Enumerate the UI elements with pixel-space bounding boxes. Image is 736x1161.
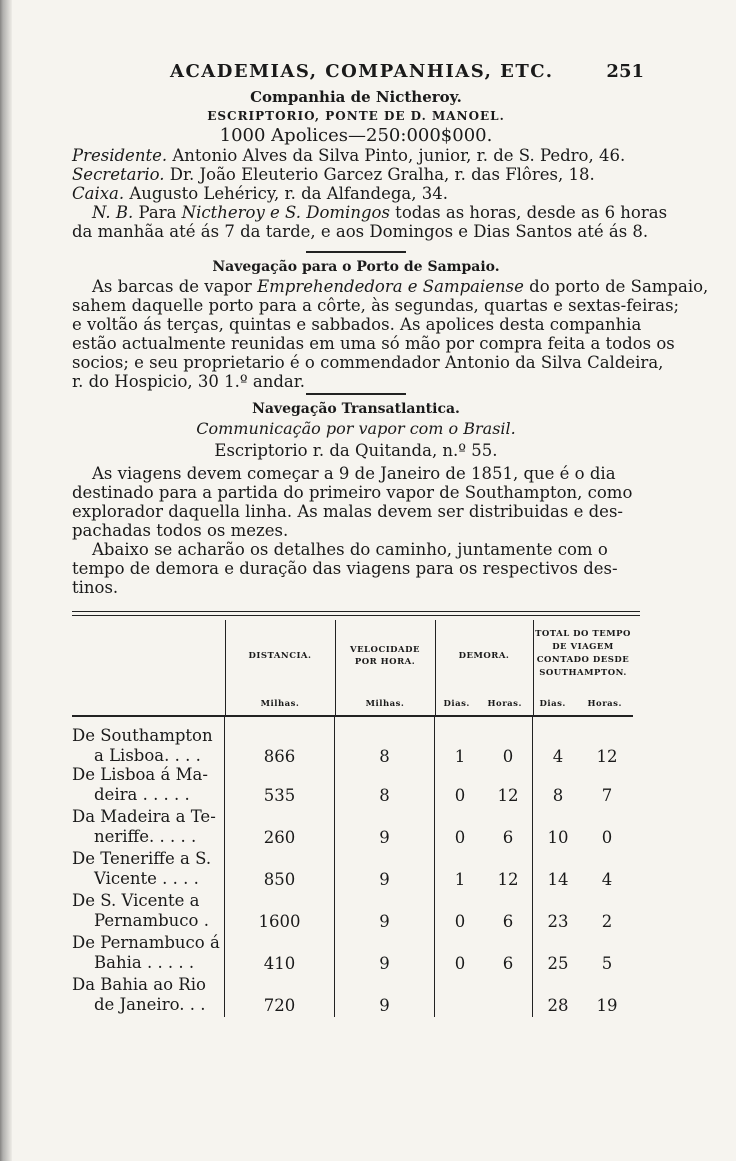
distance-value: 535 (263, 786, 296, 805)
table-row (72, 933, 633, 975)
route-cell (72, 716, 225, 765)
route-line-2: Bahia . . . . . (94, 952, 195, 972)
delay-cell (435, 807, 533, 849)
route-line-1: De Pernambuco á (72, 933, 220, 952)
total-cell (533, 933, 633, 975)
total-days: 4 (552, 747, 564, 766)
speed-value: 8 (379, 747, 390, 766)
route-cell (72, 975, 225, 1017)
route-cell (72, 765, 225, 807)
route-header (72, 620, 225, 716)
delay-cell (435, 975, 533, 1017)
route-line-2: Vicente . . . . (94, 868, 199, 888)
section-divider (306, 251, 406, 253)
sampaio-line: estão actualmente reunidas em uma só mão por compra feita a todos os (72, 334, 675, 353)
transatlantic-paragraph-2 (72, 540, 640, 597)
paragraph-line: explorador daquella linha. As malas devem ser distribuidas e des- (72, 502, 623, 521)
total-days: 10 (547, 828, 569, 847)
table-body (72, 716, 633, 1017)
total-header (533, 620, 633, 716)
paragraph-line: pachadas todos os mezes. (72, 521, 289, 540)
speed-value: 9 (379, 870, 390, 889)
book-gutter-edge (0, 0, 12, 1161)
delay-hours: 6 (502, 954, 514, 973)
delay-cell (435, 849, 533, 891)
paragraph-line: As viagens devem começar a 9 de Janeiro de 1851, que é o dia (92, 464, 616, 483)
sampaio-title: Navegação para o Porto de Sampaio. (212, 259, 500, 275)
route-line-1: De Teneriffe a S. (72, 849, 212, 868)
delay-hours: 6 (502, 912, 514, 931)
transatlantic-subtitle: Communicação por vapor com o Brasil. (196, 419, 516, 438)
total-days: 14 (547, 870, 569, 889)
route-line-1: De Lisboa á Ma- (72, 765, 208, 784)
route-line-2: Pernambuco . (94, 910, 209, 930)
speed-label (336, 644, 435, 668)
delay-hours: 12 (497, 786, 519, 805)
route-line-1: De Southampton (72, 726, 213, 745)
total-cell (533, 716, 633, 765)
distance-label: DISTANCIA. (248, 651, 312, 661)
transatlantic-paragraph-1 (72, 464, 640, 540)
speed-cell (335, 891, 435, 933)
page-number: 251 (606, 61, 644, 82)
distance-cell (225, 765, 335, 807)
role-label: Presidente. (72, 146, 168, 165)
niteroi-company-name: Companhia de Nictheroy. (250, 88, 462, 106)
role-label: Secretario. (72, 165, 165, 184)
transatlantic-office: Escriptorio r. da Quitanda, n.º 55. (214, 441, 498, 460)
role-label: Caixa. (72, 184, 125, 203)
paragraph-line: tempo de demora e duração das viagens para os respectivos des- (72, 559, 618, 578)
distance-value: 260 (263, 828, 296, 847)
total-cell (533, 975, 633, 1017)
speed-label-2: POR HORA. (354, 657, 416, 667)
total-hours: 19 (596, 996, 618, 1015)
total-cell (533, 807, 633, 849)
delay-days: 1 (454, 747, 466, 766)
distance-cell (225, 807, 335, 849)
distance-value: 410 (263, 954, 296, 973)
delay-hours: 0 (502, 747, 514, 766)
total-cell (533, 765, 633, 807)
distance-cell (225, 891, 335, 933)
transatlantic-title: Navegação Transatlantica. (252, 401, 460, 417)
role-text: Dr. João Eleuterio Garcez Gralha, r. das Flôres, 18. (164, 165, 595, 184)
total-label-2: DE VIAGEM (552, 642, 614, 652)
sampaio-line: r. do Hospicio, 30 1.º andar. (72, 372, 306, 391)
niteroi-capital: 1000 Apolices—250:000$000. (219, 125, 493, 146)
distance-value: 1600 (258, 912, 301, 931)
route-line-2: a Lisboa. . . . (94, 745, 201, 765)
miles-unit: Milhas. (365, 699, 405, 709)
note-text: Para (133, 203, 182, 222)
note-italic: Nictheroy e S. Domingos (181, 203, 390, 222)
total-days: 25 (547, 954, 569, 973)
niteroi-note (72, 203, 668, 222)
delay-header (435, 620, 533, 716)
total-cell (533, 891, 633, 933)
speed-cell (335, 807, 435, 849)
table-top-rule (72, 611, 640, 616)
delay-days: 1 (454, 870, 466, 889)
paragraph-line: destinado para a partida do primeiro vapor de Southampton, como (72, 483, 633, 502)
delay-days: 0 (454, 828, 466, 847)
total-label-4: SOUTHAMPTON. (539, 668, 627, 678)
route-line-2: deira . . . . . (94, 784, 190, 804)
total-label-3: CONTADO DESDE (536, 655, 630, 665)
running-title: ACADEMIAS, COMPANHIAS, ETC. (170, 61, 554, 82)
table-row (72, 765, 633, 807)
route-line-2: de Janeiro. . . (94, 994, 206, 1014)
sampaio-line (72, 277, 709, 296)
total-hours: 0 (601, 828, 613, 847)
speed-value: 9 (379, 996, 390, 1015)
delay-cell (435, 765, 533, 807)
distance-cell (225, 975, 335, 1017)
delay-days: 0 (454, 912, 466, 931)
distance-value: 720 (263, 996, 296, 1015)
total-cell (533, 849, 633, 891)
distance-cell (225, 933, 335, 975)
route-cell (72, 849, 225, 891)
text: As barcas de vapor (92, 277, 258, 296)
speed-value: 9 (379, 828, 390, 847)
page-header (72, 55, 644, 85)
total-days: 28 (547, 996, 569, 1015)
speed-cell (335, 849, 435, 891)
total-days: 23 (547, 912, 569, 931)
table-row (72, 975, 633, 1017)
paragraph-line: Abaixo se acharão os detalhes do caminho, juntamente com o (92, 540, 608, 559)
table-row (72, 716, 633, 765)
page-content (72, 55, 709, 1017)
speed-cell (335, 933, 435, 975)
voyage-table (72, 620, 633, 1017)
table-row (72, 891, 633, 933)
route-line-2: neriffe. . . . . (94, 826, 197, 846)
distance-value: 866 (263, 747, 296, 766)
vessel-names: Emprehendedora e Sampaiense (257, 277, 524, 296)
distance-cell (225, 849, 335, 891)
niteroi-president (72, 146, 640, 165)
total-hours: 12 (596, 747, 618, 766)
speed-cell (335, 716, 435, 765)
route-line-1: Da Bahia ao Rio (72, 975, 206, 994)
speed-label-1: VELOCIDADE (349, 645, 420, 655)
table-row (72, 807, 633, 849)
distance-header (225, 620, 335, 716)
role-text: Antonio Alves da Silva Pinto, junior, r. de S. Pedro, 46. (167, 146, 626, 165)
delay-cell (435, 933, 533, 975)
delay-cell (435, 716, 533, 765)
hours-unit: Horas. (587, 699, 622, 709)
speed-value: 8 (379, 786, 390, 805)
total-hours: 2 (601, 912, 613, 931)
niteroi-cashier (72, 184, 640, 203)
speed-cell (335, 975, 435, 1017)
distance-value: 850 (263, 870, 296, 889)
days-unit: Dias. (443, 699, 470, 709)
speed-value: 9 (379, 912, 390, 931)
note-text: todas as horas, desde as 6 horas (389, 203, 668, 222)
miles-unit: Milhas. (260, 699, 300, 709)
delay-label: DEMORA. (458, 651, 510, 661)
delay-days: 0 (454, 786, 466, 805)
hours-unit: Horas. (487, 699, 522, 709)
table-row (72, 849, 633, 891)
sampaio-line: socios; e seu proprietario é o commendador Antonio da Silva Caldeira, (72, 353, 664, 372)
delay-hours: 6 (502, 828, 514, 847)
route-line-1: Da Madeira a Te- (72, 807, 216, 826)
total-label (534, 628, 633, 680)
total-hours: 7 (601, 786, 613, 805)
route-cell (72, 807, 225, 849)
delay-cell (435, 891, 533, 933)
role-text: Augusto Lehéricy, r. da Alfandega, 34. (124, 184, 448, 203)
delay-days: 0 (454, 954, 466, 973)
days-unit: Dias. (539, 699, 566, 709)
route-line-1: De S. Vicente a (72, 891, 200, 910)
total-days: 8 (552, 786, 564, 805)
distance-cell (225, 716, 335, 765)
route-cell (72, 933, 225, 975)
total-label-1: TOTAL DO TEMPO (535, 629, 631, 639)
total-hours: 5 (601, 954, 613, 973)
section-divider (306, 393, 406, 395)
paragraph-line: tinos. (72, 578, 119, 597)
table-header-row (72, 620, 633, 716)
text: do porto de Sampaio, (523, 277, 709, 296)
route-cell (72, 891, 225, 933)
delay-hours: 12 (497, 870, 519, 889)
speed-header (335, 620, 435, 716)
niteroi-office: ESCRIPTORIO, PONTE DE D. MANOEL. (207, 109, 505, 123)
sampaio-line: sahem daquelle porto para a côrte, às segundas, quartas e sextas-feiras; (72, 296, 680, 315)
speed-value: 9 (379, 954, 390, 973)
niteroi-secretary (72, 165, 640, 184)
sampaio-line: e voltão ás terças, quintas e sabbados. As apolices desta companhia (72, 315, 642, 334)
niteroi-note-line2: da manhãa até ás 7 da tarde, e aos Domingos e Dias Santos até ás 8. (72, 222, 649, 241)
speed-cell (335, 765, 435, 807)
total-hours: 4 (601, 870, 613, 889)
note-label: N. B. (92, 203, 134, 222)
